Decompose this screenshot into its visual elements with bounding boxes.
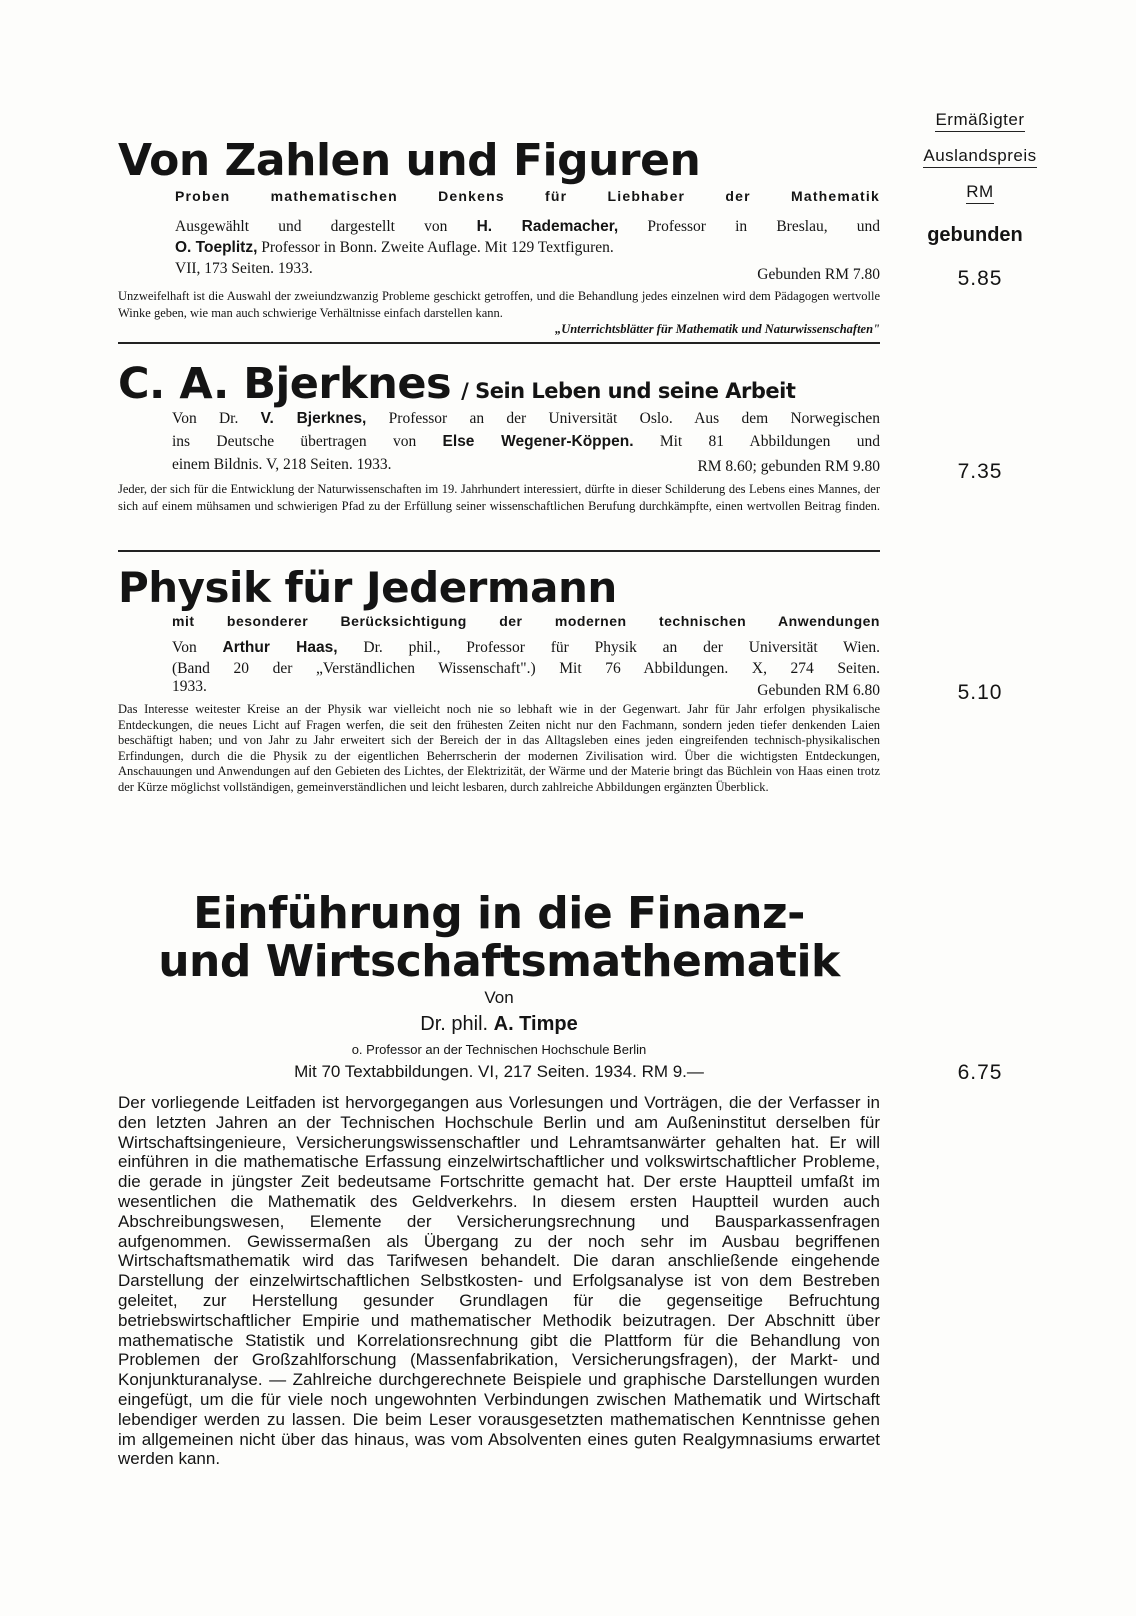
divider-1 bbox=[118, 342, 880, 344]
book2-translator: Else Wegener-Köppen. bbox=[442, 433, 634, 450]
book1-line1-rest: Professor in Breslau, und bbox=[618, 218, 881, 235]
book1-author-rademacher: H. Rademacher, bbox=[476, 218, 619, 235]
book4-author-line bbox=[118, 1013, 880, 1036]
book3-line1 bbox=[172, 637, 880, 658]
book2-line3b: RM 8.60; gebunden RM 9.80 bbox=[697, 458, 880, 475]
book1-line2 bbox=[175, 237, 880, 258]
book1-line1 bbox=[175, 216, 880, 237]
book2-line2-rest: Mit 81 Abbildungen und bbox=[633, 433, 880, 450]
divider-2 bbox=[118, 550, 880, 552]
book1-review-text: Unzweifelhaft ist die Auswahl der zweiundzwanzig Probleme geschickt getroffen, und die Behandlung jedes einzelnen wird dem Pädagogen wertvolle Winke geben, wie man auch schwierige Verhältnisse einfach darstellen kann. bbox=[118, 289, 880, 320]
book3-line3a: 1933. bbox=[172, 678, 207, 695]
book4-description: Der vorliegende Leitfaden ist hervorgegangen aus Vorlesungen und Vorträgen, die der Verfasser in den letzten Jahren an der Technischen Hochschule Berlin und am Außeninstitut derselben für Wirtschaftsingenieure, Versicherungswissenschaftler und Lehramtsanwärter gehalten hat. Er will einführen in die mathematische Erfassung einzelwirtschaftlicher und volkswirtschaftlicher Probleme, die gerade in jüngster Zeit bedeutsame Fortschritte gemacht hat. Der erste Hauptteil umfaßt im wesentlichen die Mathematik des Geldverkehrs. In diesem ersten Hauptteil wurden auch Abschreibungswesen, Elemente der Versicherungsrechnung und Bausparkassenfragen aufgenommen. Gewissermaßen als Übergang zu der noch sehr im Ausbau begriffenen Wirtschaftsmathematik wird das Tarifwesen behandelt. Die daran anschließende eingehende Darstellung der einzelwirtschaftlichen Selbstkosten- und Erfolgsanalyse ist von dem Bestreben geleitet, zur Herstellung gesunder Grundlagen für die gegenseitige Befruchtung betriebswirtschaftlicher Empirie und mathematischer Methodik beizutragen. Der Abschnitt über mathematische Statistik und Korrelationsrechnung gibt die Plattform für die Behandlung von Problemen der Großzahlforschung (Massenfabrikation, Versicherungsfragen), der Markt- und Konjunkturanalyse. — Zahlreiche durchgerechnete Beispiele und graphische Darstellungen wurden eingefügt, um die für viele noch ungewohnten Verbindungen zwischen Mathematik und Wirtschaft lebendiger werden zu lassen. Die beim Leser vorausgesetzten mathematischen Kenntnisse gehen im allgemeinen nicht über das hinaus, was vom Absolventen eines guten Realgymnasiums erwartet werden kann. bbox=[118, 1093, 880, 1469]
book3-title: Physik für Jedermann bbox=[118, 563, 617, 612]
book4-title-line2: und Wirtschaftsmathematik bbox=[158, 936, 840, 987]
book3-subtitle: mit besonderer Berücksichtigung der modernen technischen Anwendungen bbox=[172, 613, 880, 629]
book3-author-haas: Arthur Haas, bbox=[222, 639, 338, 656]
book3-line3b: Gebunden RM 6.80 bbox=[757, 682, 880, 699]
book2-foreign-price: 7.35 bbox=[957, 460, 1003, 483]
book1-line3b: Gebunden RM 7.80 bbox=[757, 266, 880, 283]
sidebar-header bbox=[900, 103, 1060, 209]
book4-von: Von bbox=[484, 988, 514, 1007]
book2-line1-text: Von Dr. bbox=[172, 410, 261, 427]
header-ermaessigter: Ermäßigter bbox=[935, 109, 1024, 132]
book1-foreign-price: 5.85 bbox=[957, 267, 1003, 290]
book3-foreign-price: 5.10 bbox=[957, 681, 1003, 704]
book3-line2: (Band 20 der „Verständlichen Wissenschaft".) Mit 76 Abbildungen. X, 274 Seiten. bbox=[172, 660, 880, 677]
book2-line3a: einem Bildnis. V, 218 Seiten. 1933. bbox=[172, 456, 392, 473]
book2-title-rest: / Sein Leben und seine Arbeit bbox=[461, 379, 796, 403]
book2-line1 bbox=[172, 408, 880, 429]
book1-line3a: VII, 173 Seiten. 1933. bbox=[175, 260, 313, 277]
book1-line2-text: Professor in Bonn. Zweite Auflage. Mit 129 Textfiguren. bbox=[257, 239, 614, 256]
header-currency: RM bbox=[966, 181, 993, 204]
book2-review: Jeder, der sich für die Entwicklung der Naturwissenschaften im 19. Jahrhundert interessiert, dürfte in dieser Schilderung des Lebens eines Mannes, der sich auf einem mühsamen und schwierigen Pfad zu der Erfüllung seiner wissenschaftlichen Berufung durchkämpfte, einen wertvollen Beitrag finden. bbox=[118, 482, 880, 513]
book2-title: C. A. Bjerknes bbox=[118, 359, 452, 409]
book3-line1-text: Von bbox=[172, 639, 223, 656]
book1-subtitle: Proben mathematischen Denkens für Liebhaber der Mathematik bbox=[175, 188, 880, 204]
book4-author-prefix: Dr. phil. bbox=[420, 1013, 494, 1035]
book1-author-toeplitz: O. Toeplitz, bbox=[175, 239, 258, 256]
book2-author-bjerknes: V. Bjerknes, bbox=[260, 410, 367, 427]
book4-author: A. Timpe bbox=[493, 1013, 578, 1035]
book2-line2-text: ins Deutsche übertragen von bbox=[172, 433, 443, 450]
book2-title-row bbox=[118, 358, 880, 410]
book4-meta: Mit 70 Textabbildungen. VI, 217 Seiten. 1934. RM 9.— bbox=[294, 1062, 704, 1081]
book2-line2 bbox=[172, 431, 880, 452]
book3-review: Das Interesse weitester Kreise an der Physik war vielleicht noch nie so lebhaft wie in der Gegenwart. Jahr für Jahr erfolgen physikalische Entdeckungen, die neues Licht auf Fragen werfen, die seit den frühesten Zeiten nicht nur den Fachmann, sondern jeden tiefer denkenden Laien beschäftigt haben; und von Jahr zu Jahr erweitert sich der Bereich der in das Alltagsleben eines jeden eingreifenden technisch-physikalischen Erfindungen, durch die die Physik zu der eigentlichen Beherrscherin der modernen Zivilisation wird. Über die wichtigsten Entdeckungen, Anschauungen und Anwendungen auf den Gebieten des Lichtes, der Elektrizität, der Wärme und der Materie bringt das Büchlein von Haas einen trotz der Kürze möglichst vollständigen, gemeinverständlichen und leicht lesbaren, durch zahlreiche Abbildungen ergänzten Überblick. bbox=[118, 702, 880, 794]
header-auslandspreis: Auslandspreis bbox=[923, 145, 1036, 168]
book4-foreign-price: 6.75 bbox=[957, 1061, 1003, 1084]
book1-line1-text: Ausgewählt und dargestellt von bbox=[175, 218, 477, 235]
book1-review bbox=[118, 288, 880, 321]
book3-line1-rest: Dr. phil., Professor für Physik an der Universität Wien. bbox=[337, 639, 881, 656]
book2-line1-rest: Professor an der Universität Oslo. Aus dem Norwegischen bbox=[366, 410, 880, 427]
book1-review-source: „Unterrichtsblätter für Mathematik und Naturwissenschaften" bbox=[554, 322, 880, 336]
book4-affiliation: o. Professor an der Technischen Hochschule Berlin bbox=[351, 1042, 647, 1057]
header-bound: gebunden bbox=[927, 224, 1023, 246]
book4-title-line1: Einführung in die Finanz- bbox=[193, 888, 805, 939]
book1-title: Von Zahlen und Figuren bbox=[118, 135, 701, 186]
